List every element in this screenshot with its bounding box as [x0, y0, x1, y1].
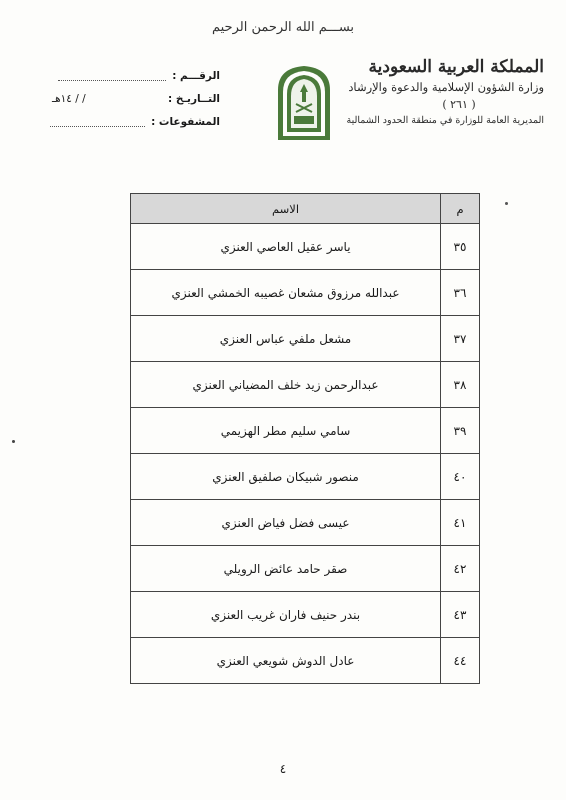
column-header-number: م	[441, 194, 480, 224]
number-field	[58, 71, 166, 81]
row-number: ٤٣	[441, 592, 480, 638]
row-number: ٤٠	[441, 454, 480, 500]
date-label: التــاريـخ :	[168, 92, 220, 105]
table-row	[131, 546, 480, 592]
document-meta	[50, 64, 220, 133]
row-name: مشعل ملفي عباس العنزي	[131, 316, 441, 362]
table-row	[131, 638, 480, 684]
row-number: ٤١	[441, 500, 480, 546]
table-row	[131, 316, 480, 362]
row-name: صقر حامد عائض الرويلي	[131, 546, 441, 592]
attachments-label: المشفوعات :	[151, 115, 220, 128]
date-row	[50, 87, 220, 110]
date-value: / / ١٤هـ	[52, 92, 86, 105]
row-name: منصور شبيكان صلفيق العنزي	[131, 454, 441, 500]
row-name: عبدالرحمن زيد خلف المضياني العنزي	[131, 362, 441, 408]
org-line-3: ( ٢٦١ )	[442, 98, 476, 111]
row-name: ياسر عقيل العاصي العنزي	[131, 224, 441, 270]
table-row	[131, 500, 480, 546]
column-header-name: الاسم	[131, 194, 441, 224]
scan-speck	[12, 440, 15, 443]
organization-header	[334, 56, 544, 128]
page-number: ٤	[279, 762, 287, 776]
row-number: ٤٢	[441, 546, 480, 592]
names-table	[130, 193, 480, 684]
row-number: ٤٤	[441, 638, 480, 684]
org-line-2: وزارة الشؤون الإسلامية والدعوة والإرشاد	[348, 80, 544, 94]
table-row	[131, 362, 480, 408]
attachments-row	[50, 110, 220, 133]
row-name: سامي سليم مطر الهزيمي	[131, 408, 441, 454]
table-header-row	[131, 194, 480, 224]
row-number: ٣٨	[441, 362, 480, 408]
row-name: عيسى فضل فياض العنزي	[131, 500, 441, 546]
row-name: عبدالله مرزوق مشعان غصيبه الخمشي العنزي	[131, 270, 441, 316]
number-row	[50, 64, 220, 87]
row-number: ٣٦	[441, 270, 480, 316]
table-row	[131, 408, 480, 454]
row-name: بندر حنيف فاران غريب العنزي	[131, 592, 441, 638]
scan-mark	[505, 202, 508, 205]
row-name: عادل الدوش شويعي العنزي	[131, 638, 441, 684]
org-line-4: المديرية العامة للوزارة في منطقة الحدود الشمالية	[346, 115, 544, 126]
table-row	[131, 224, 480, 270]
ministry-emblem-icon	[272, 62, 336, 142]
basmala: بســـم الله الرحمن الرحيم	[211, 20, 355, 35]
table-row	[131, 592, 480, 638]
row-number: ٣٥	[441, 224, 480, 270]
table-row	[131, 454, 480, 500]
attachments-field	[50, 117, 145, 127]
table-row	[131, 270, 480, 316]
row-number: ٣٩	[441, 408, 480, 454]
number-label: الرقـــم :	[172, 69, 220, 82]
org-line-1: المملكة العربية السعودية	[368, 57, 544, 77]
row-number: ٣٧	[441, 316, 480, 362]
